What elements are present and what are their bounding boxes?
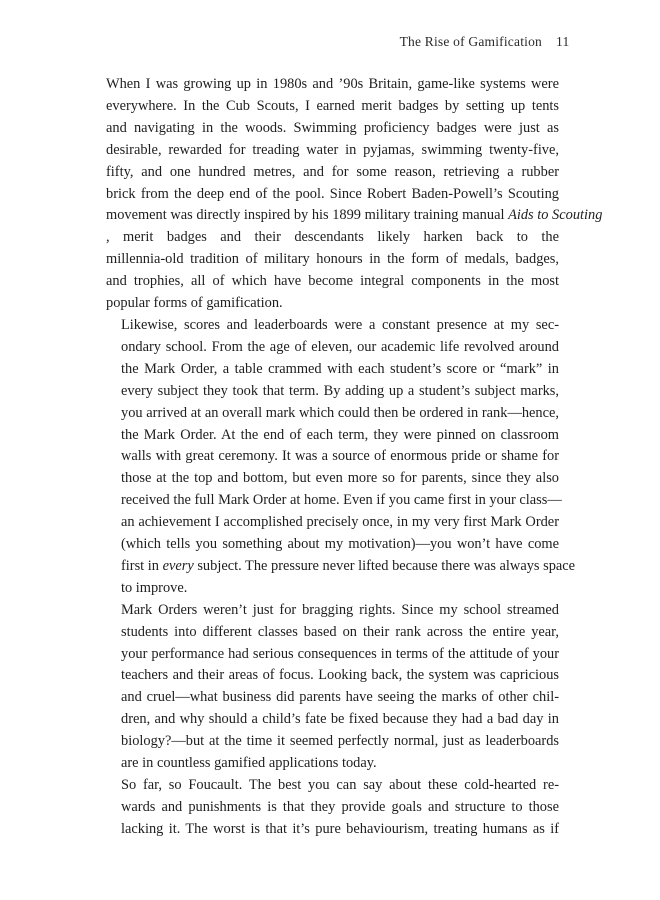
paragraph-4 xyxy=(106,775,559,841)
text-line xyxy=(106,227,559,249)
text-line xyxy=(106,556,576,578)
text-line: When I was growing up in 1980s and ’90s Britain, game-like systems were xyxy=(106,76,559,92)
text-line: desirable, rewarded for treading water in pyjamas, swimming twenty-five, xyxy=(106,141,559,158)
text-line: dren, and why should a child’s fate be fixed because they had a bad day in xyxy=(121,711,559,728)
text-line: walls with great ceremony. It was a source of enormous pride or shame for xyxy=(121,448,559,465)
text-line: Mark Orders weren’t just for bragging rights. Since my school streamed xyxy=(121,601,559,618)
running-header xyxy=(399,34,570,50)
text-line: biology?—but at the time it seemed perfectly normal, just as leaderboards xyxy=(121,733,559,750)
text-line xyxy=(106,205,603,227)
chapter-title: The Rise of Gamification xyxy=(399,34,542,49)
text-line: those at the top and bottom, but even more so for parents, since they also xyxy=(121,470,559,487)
text-line: the Mark Order, a table crammed with each student’s score or “mark” in xyxy=(121,360,559,377)
text-line: you arrived at an overall mark which could then be ordered in rank—hence, xyxy=(121,404,559,421)
text-line: your performance had serious consequences in terms of the attitude of your xyxy=(121,645,559,662)
text-line: lacking it. The worst is that it’s pure behaviourism, treating humans as if xyxy=(121,820,559,837)
text-line: are in countless gamified applications today. xyxy=(121,755,377,772)
text-line: and cruel—what business did parents have seeing the marks of other chil- xyxy=(121,689,559,706)
text-line: millennia-old tradition of military honours in the form of medals, badges, xyxy=(106,251,559,268)
text-line: and trophies, all of which have become integral components in the most xyxy=(106,273,559,290)
text-line: wards and punishments is that they provide goals and structure to those xyxy=(121,798,559,815)
text-segment: first in xyxy=(121,557,163,574)
text-line: every subject they took that term. By adding up a student’s subject marks, xyxy=(121,382,559,399)
text-line: So far, so Foucault. The best you can say about these cold-hearted re- xyxy=(121,777,559,793)
body-text xyxy=(106,74,603,841)
book-title-italic: Aids to Scouting xyxy=(508,207,603,224)
page-number: 11 xyxy=(556,34,570,49)
text-line: students into different classes based on their rank across the entire year, xyxy=(121,623,559,640)
text-line: brick from the deep end of the pool. Since Robert Baden-Powell’s Scouting xyxy=(106,185,559,202)
text-line: fifty, and one hundred metres, and for some reason, retrieving a rubber xyxy=(106,163,559,180)
text-line: everywhere. In the Cub Scouts, I earned merit badges by setting up tents xyxy=(106,97,559,114)
text-segment: , merit badges and their descendants likely harken back to the xyxy=(106,229,559,246)
text-line: the Mark Order. At the end of each term, they were pinned on classroom xyxy=(121,426,559,443)
text-line: (which tells you something about my motivation)—you won’t have come xyxy=(121,536,559,553)
paragraph-3 xyxy=(106,600,559,775)
text-line: ondary school. From the age of eleven, our academic life revolved around xyxy=(121,338,559,355)
text-line: to improve. xyxy=(121,579,188,596)
text-line: teachers and their areas of focus. Looking back, the system was capricious xyxy=(121,667,559,684)
text-segment: movement was directly inspired by his 1899 military training manual xyxy=(106,207,505,224)
text-line: received the full Mark Order at home. Even if you came first in your class— xyxy=(121,492,562,509)
text-line: popular forms of gamification. xyxy=(106,295,283,312)
text-line: and navigating in the woods. Swimming proficiency badges were just as xyxy=(106,119,559,136)
text-line: Likewise, scores and leaderboards were a constant presence at my sec- xyxy=(121,316,559,333)
paragraph-2 xyxy=(106,315,576,600)
text-line: an achievement I accomplished precisely once, in my very first Mark Order xyxy=(121,514,559,531)
emphasis-every: every xyxy=(162,557,194,574)
text-segment: subject. The pressure never lifted because there was always space xyxy=(193,557,576,574)
paragraph-1 xyxy=(106,74,603,315)
